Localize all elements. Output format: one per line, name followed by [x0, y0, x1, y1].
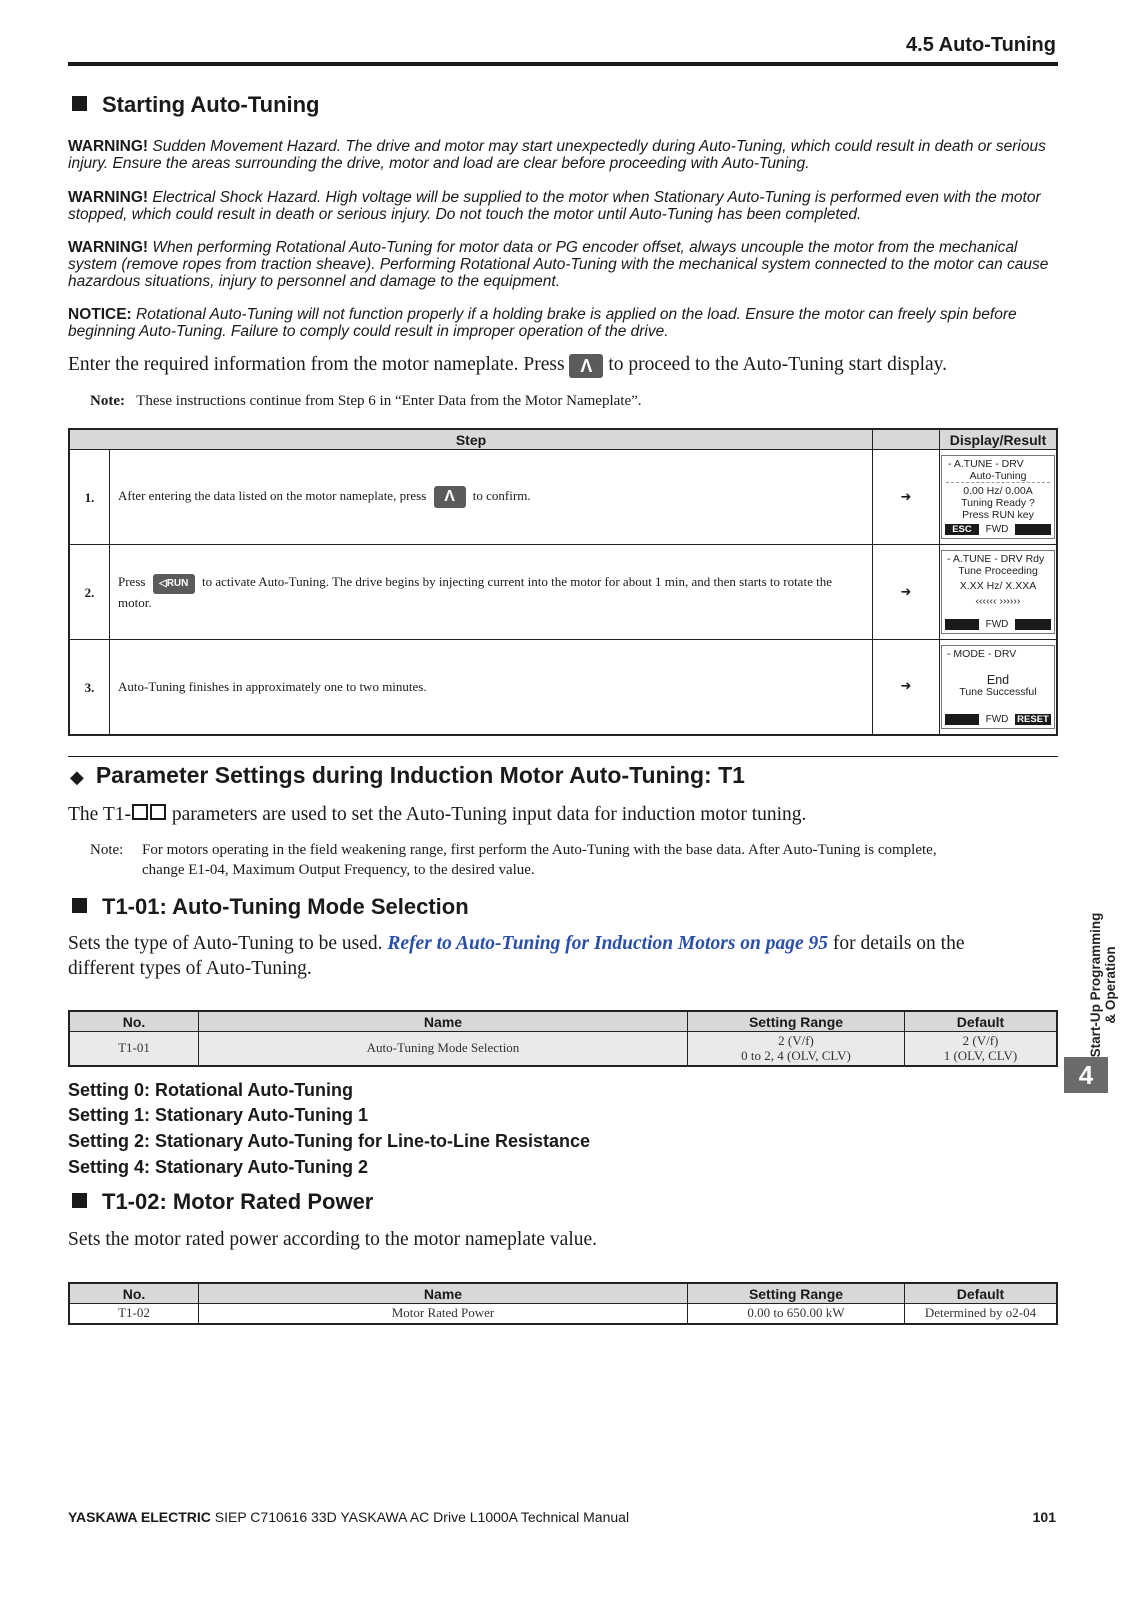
param-range-line: 2 (V/f) [778, 1033, 814, 1049]
step-description [110, 545, 873, 640]
step-number: 1. [69, 450, 110, 545]
t1-01-table [68, 1010, 1058, 1067]
param-default [905, 1032, 1058, 1066]
lcd-line: Tune Successful [959, 685, 1037, 698]
lcd-fwd-label: FWD [985, 713, 1009, 725]
col-header-default: Default [905, 1283, 1058, 1304]
step-row [69, 450, 1057, 545]
warning-text: Sudden Movement Hazard. The drive and motor may start unexpectedly during Auto-Tuning, which could result in death or serious injury. Ensure the areas surrounding the drive, motor and load are clear before proceeding with Auto-Tuning. [68, 138, 1046, 172]
param-default-line: 2 (V/f) [962, 1033, 999, 1049]
lcd-line: Tune Proceeding [958, 565, 1038, 577]
warning-label: WARNING! [68, 189, 149, 206]
col-header-display: Display/Result [940, 429, 1058, 450]
warning-1 [68, 138, 1058, 172]
col-header-name: Name [199, 1283, 688, 1304]
col-header-no: No. [69, 1283, 199, 1304]
param-name: Auto-Tuning Mode Selection [199, 1032, 688, 1066]
lcd-display [941, 455, 1055, 539]
lcd-line: - A.TUNE - DRV Rdy [947, 553, 1045, 565]
intro-text-after: to proceed to the Auto-Tuning start display. [608, 354, 948, 375]
section-title-text: T1-02: Motor Rated Power [102, 1189, 374, 1214]
note-text: These instructions continue from Step 6 in “Enter Data from the Motor Nameplate”. [136, 393, 642, 409]
lcd-line: Press RUN key [962, 509, 1034, 521]
section-title-t1-02 [72, 1189, 373, 1215]
header-rule [68, 62, 1058, 66]
setting-1: Setting 1: Stationary Auto-Tuning 1 [68, 1105, 368, 1125]
step-description [110, 450, 873, 545]
up-key-icon: Λ [434, 486, 466, 508]
lcd-line: Auto-Tuning [946, 470, 1050, 483]
note-label: Note: [90, 393, 125, 409]
t1-01-desc-text: Sets the type of Auto-Tuning to be used. [68, 933, 383, 954]
section-title-text: Parameter Settings during Induction Motor Auto-Tuning: T1 [95, 762, 745, 788]
param-intro-text: The T1- [68, 804, 131, 825]
param-range: 0.00 to 650.00 kW [688, 1304, 905, 1324]
param-range-line: 0 to 2, 4 (OLV, CLV) [741, 1048, 851, 1064]
placeholder-box-icon [150, 804, 166, 820]
param-default-line: 1 (OLV, CLV) [943, 1048, 1018, 1064]
lcd-display [941, 645, 1055, 729]
chapter-label-line: Start-Up Programming [1088, 912, 1103, 1058]
lcd-line: X.XX Hz/ X.XXA [959, 580, 1037, 592]
intro-text-before: Enter the required information from the motor nameplate. Press [68, 354, 565, 375]
warning-text: When performing Rotational Auto-Tuning for motor data or PG encoder offset, always uncouple the motor from the mechanical system (remove ropes from traction sheave). Performing Rotational Auto-Tuning with the mechanical system connected to the motor can cause hazardous situations, injury to personnel and damage to the equipment. [68, 239, 1049, 290]
display-cell [940, 545, 1058, 640]
step-text: Press [118, 574, 146, 590]
lcd-fwd-label: FWD [985, 619, 1009, 630]
chapter-label-line: & Operation [1103, 946, 1118, 1024]
up-key-icon: Λ [569, 354, 603, 378]
param-intro [68, 802, 1058, 827]
step-text: to confirm. [472, 487, 531, 503]
lcd-line: - A.TUNE - DRV [948, 458, 1024, 470]
lcd-reset-softkey: RESET [1015, 714, 1051, 725]
lcd-line: Tuning Ready ? [961, 497, 1035, 509]
col-header-default: Default [905, 1011, 1058, 1032]
t1-02-table [68, 1282, 1058, 1325]
section-title-t1-01 [72, 894, 469, 920]
param-name: Motor Rated Power [199, 1304, 688, 1324]
lcd-progress-indicator: ‹‹‹‹‹‹ ›››››› [975, 595, 1021, 607]
param-range [688, 1032, 905, 1066]
note-text: For motors operating in the field weakening range, first perform the Auto-Tuning with the base data. After Auto-Tuning is complete, change E1-04, Maximum Output Frequency, to the desired value. [142, 842, 937, 878]
lcd-right-softkey [1015, 619, 1051, 630]
lcd-line: - MODE - DRV [947, 647, 1017, 660]
footer-doc-title: SIEP C710616 33D YASKAWA AC Drive L1000A Technical Manual [210, 1509, 630, 1525]
display-cell [940, 450, 1058, 545]
warning-3 [68, 239, 1058, 290]
notice-label: NOTICE: [68, 306, 132, 323]
intro-paragraph [68, 352, 1058, 378]
param-intro-text: parameters are used to set the Auto-Tuning input data for induction motor tuning. [167, 804, 807, 825]
footer-brand: YASKAWA ELECTRIC [68, 1509, 211, 1525]
step-number: 2. [69, 545, 110, 640]
t1-02-description: Sets the motor rated power according to the motor nameplate value. [68, 1229, 598, 1250]
lcd-left-softkey [945, 714, 979, 725]
placeholder-box-icon [132, 804, 148, 820]
step-description [110, 640, 873, 735]
t1-01-description [68, 931, 1028, 981]
square-bullet-icon [72, 96, 87, 111]
warning-text: Electrical Shock Hazard. High voltage will be supplied to the motor when Stationary Auto-Tuning is performed even with the motor stopped, which could result in death or serious injury. Do not touch the motor until Auto-Tuning has been completed. [68, 189, 1041, 223]
col-header-range: Setting Range [688, 1283, 905, 1304]
square-bullet-icon [72, 1193, 87, 1208]
setting-2: Setting 2: Stationary Auto-Tuning for Line-to-Line Resistance [68, 1131, 591, 1151]
lcd-display [941, 550, 1055, 634]
col-header-arrow [873, 429, 940, 450]
col-header-no: No. [69, 1011, 199, 1032]
lcd-line: End [986, 672, 1010, 687]
step-row [69, 640, 1057, 735]
note-label: Note: [90, 842, 124, 858]
run-key-icon: ◁RUN [153, 574, 195, 594]
col-header-step: Step [69, 429, 873, 450]
note-steps [90, 391, 642, 411]
section-title-parameters [70, 762, 745, 789]
setting-4: Setting 4: Stationary Auto-Tuning 2 [68, 1157, 368, 1177]
setting-0: Setting 0: Rotational Auto-Tuning [68, 1080, 353, 1100]
table-row [69, 1032, 1057, 1066]
step-text: to activate Auto-Tuning. The drive begins by injecting current into the motor for about 1 min, and then starts to rotate the motor. [118, 574, 832, 610]
notice [68, 306, 1058, 340]
running-header: 4.5 Auto-Tuning [906, 34, 1056, 56]
t1-01-desc-text: for details on the different types of Auto-Tuning. [68, 933, 965, 979]
arrow-right-icon: ➜ [873, 640, 940, 735]
footer-doc-info [68, 1509, 629, 1525]
lcd-esc-softkey: ESC [945, 524, 979, 535]
section-divider [68, 756, 1058, 757]
warning-label: WARNING! [68, 239, 149, 256]
lcd-line: 0.00 Hz/ 0.00A [963, 485, 1033, 497]
section-title-text: T1-01: Auto-Tuning Mode Selection [102, 894, 469, 919]
step-text: After entering the data listed on the motor nameplate, press [118, 487, 427, 503]
chapter-tab[interactable]: 4 [1064, 1057, 1108, 1093]
section-title-starting [72, 92, 320, 118]
steps-table [68, 428, 1058, 736]
col-header-range: Setting Range [688, 1011, 905, 1032]
page-reference-link[interactable]: Refer to Auto-Tuning for Induction Motors on page 95 [387, 933, 829, 954]
lcd-right-softkey [1015, 524, 1051, 535]
step-number: 3. [69, 640, 110, 735]
warning-2 [68, 189, 1058, 223]
arrow-right-icon: ➜ [873, 545, 940, 640]
step-row [69, 545, 1057, 640]
display-cell [940, 640, 1058, 735]
param-no: T1-01 [69, 1032, 199, 1066]
lcd-fwd-label: FWD [985, 524, 1009, 535]
chapter-side-label [1088, 910, 1118, 1060]
table-row [69, 1304, 1057, 1324]
warning-label: WARNING! [68, 138, 149, 155]
col-header-name: Name [199, 1011, 688, 1032]
diamond-bullet-icon: ◆ [70, 767, 84, 788]
page-number: 101 [1032, 1509, 1056, 1525]
arrow-right-icon: ➜ [873, 450, 940, 545]
param-default: Determined by o2-04 [905, 1304, 1058, 1324]
square-bullet-icon [72, 898, 87, 913]
step-text: Auto-Tuning finishes in approximately one to two minutes. [118, 678, 427, 694]
section-title-text: Starting Auto-Tuning [102, 92, 320, 117]
lcd-left-softkey [945, 619, 979, 630]
param-no: T1-02 [69, 1304, 199, 1324]
notice-text: Rotational Auto-Tuning will not function properly if a holding brake is applied on the load. Ensure the motor can freely spin before beginning Auto-Tuning. Failure to comply could result in improper operation of the drive. [68, 306, 1017, 340]
